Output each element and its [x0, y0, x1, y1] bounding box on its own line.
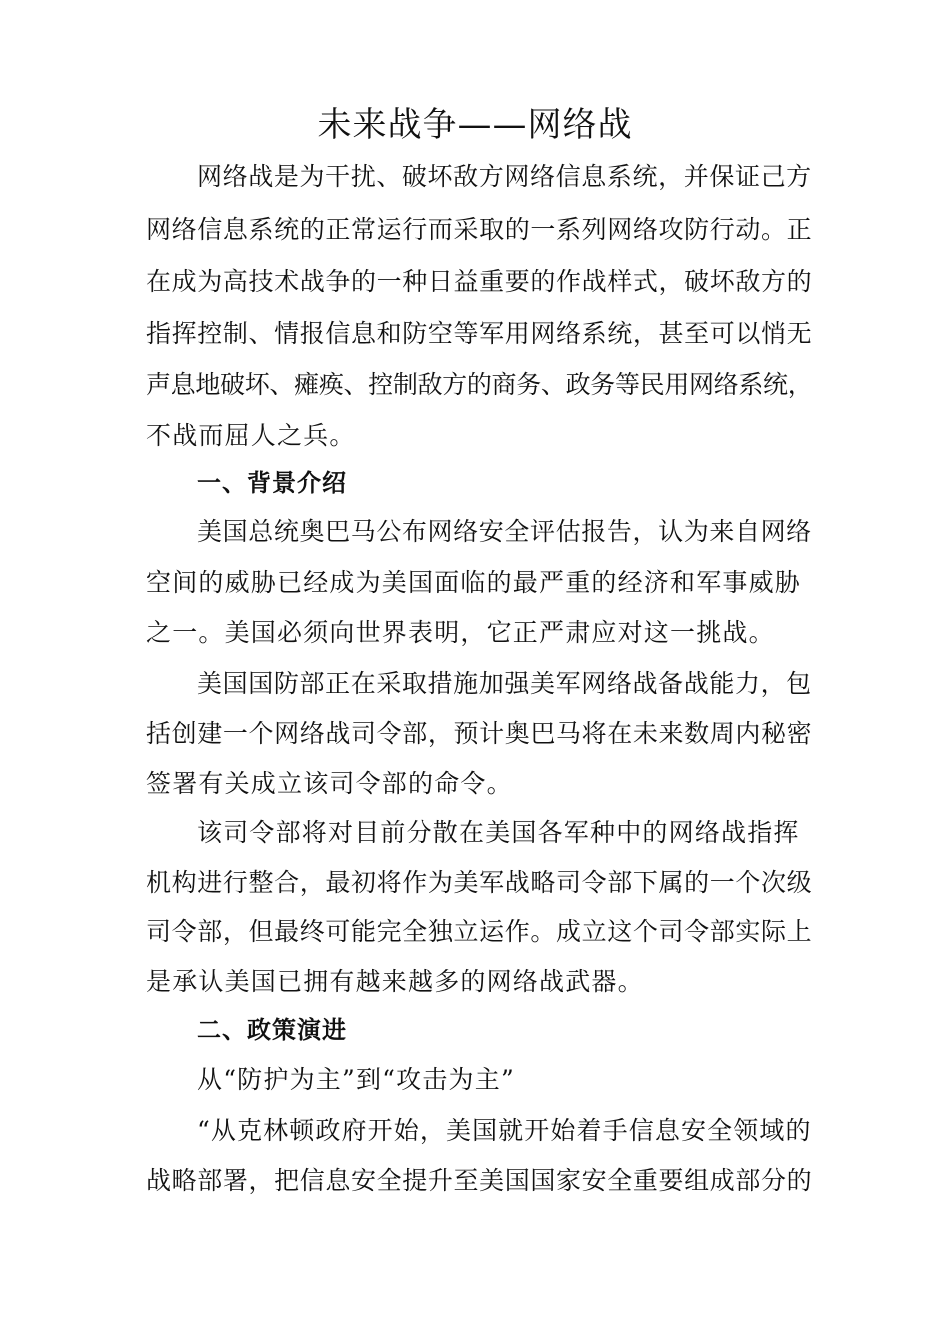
document-title: 未来战争——网络战	[317, 105, 633, 145]
paragraph-line: 在成为高技术战争的一种日益重要的作战样式，破坏敌方的	[146, 267, 813, 296]
paragraph-line: 从“防护为主”到“攻击为主”	[197, 1065, 515, 1094]
paragraph-line: 美国国防部正在采取措施加强美军网络战备战能力，包	[197, 669, 812, 698]
paragraph-line: 网络战是为干扰、破坏敌方网络信息系统，并保证己方	[197, 162, 812, 191]
paragraph-line: 空间的威胁已经成为美国面临的最严重的经济和军事威胁	[146, 568, 802, 597]
paragraph-line: 该司令部将对目前分散在美国各军种中的网络战指挥	[197, 818, 800, 847]
paragraph-line: 指挥控制、情报信息和防空等军用网络系统，甚至可以悄无	[146, 319, 813, 348]
paragraph-line: 战略部署，把信息安全提升至美国国家安全重要组成部分的	[146, 1166, 813, 1195]
paragraph-line: 声息地破坏、瘫痪、控制敌方的商务、政务等民用网络系统，	[146, 370, 813, 399]
paragraph-line: “从克林顿政府开始，美国就开始着手信息安全领域的	[197, 1116, 812, 1145]
paragraph-line: 签署有关成立该司令部的命令。	[146, 769, 513, 798]
paragraph-line: 是承认美国已拥有越来越多的网络战武器。	[146, 967, 644, 996]
paragraph-line: 不战而屈人之兵。	[146, 421, 356, 450]
paragraph-line: 网络信息系统的正常运行而采取的一系列网络攻防行动。正	[146, 215, 813, 244]
section-heading: 二、政策演进	[197, 1016, 347, 1044]
paragraph-line: 司令部，但最终可能完全独立运作。成立这个司令部实际上	[146, 917, 813, 946]
section-heading: 一、背景介绍	[197, 469, 347, 497]
paragraph-line: 之一。美国必须向世界表明，它正严肃应对这一挑战。	[146, 618, 775, 647]
paragraph-line: 括创建一个网络战司令部，预计奥巴马将在未来数周内秘密	[146, 719, 813, 748]
paragraph-line: 美国总统奥巴马公布网络安全评估报告，认为来自网络	[197, 517, 812, 546]
paragraph-line: 机构进行整合，最初将作为美军战略司令部下属的一个次级	[146, 868, 813, 897]
